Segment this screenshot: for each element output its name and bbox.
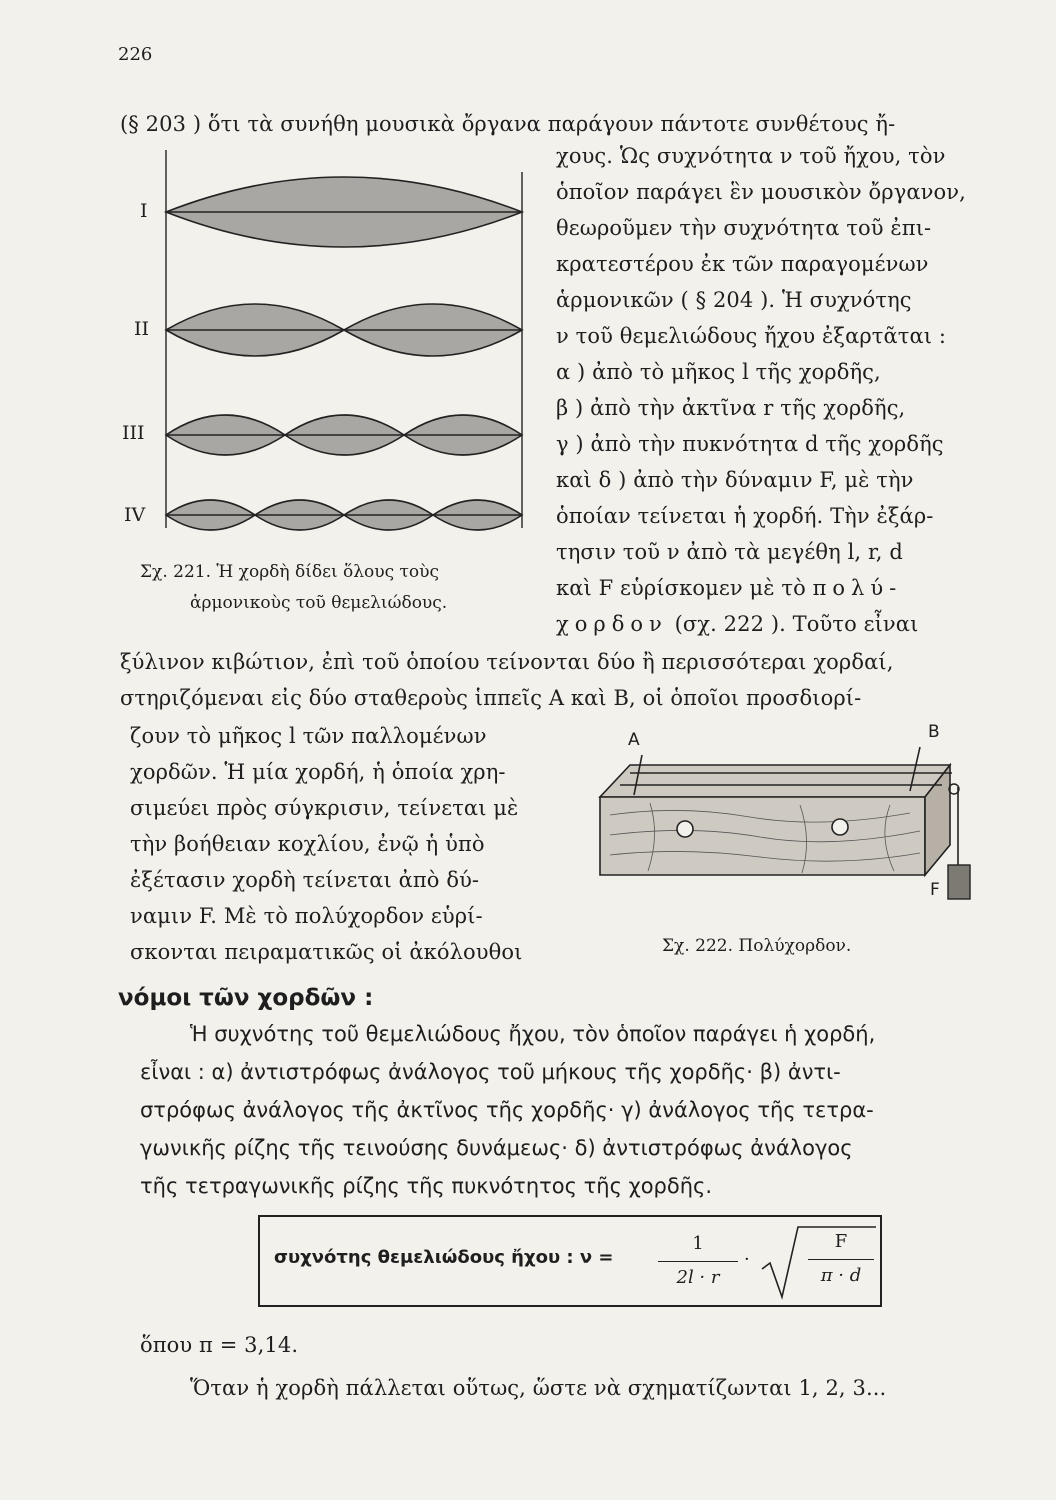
figure-221-caption-cont: ἁρμονικοὺς τοῦ θεμελιώδους. <box>190 593 448 613</box>
figure-221-caption: Σχ. 221. Ἡ χορδὴ δίδει ὅλους τοὺς <box>140 562 440 582</box>
figure-222-label-a: A <box>628 730 640 750</box>
text-line: ὁποῖον παράγει ἓν μουσικὸν ὄργανον, <box>556 180 966 204</box>
sound-hole <box>677 821 693 837</box>
text-line: γωνικῆς ρίζης τῆς τεινούσης δυνάμεως· δ) ἀντιστρόφως ἀνάλογος <box>140 1136 853 1160</box>
text-line: β ) ἀπὸ τὴν ἀκτῖνα r τῆς χορδῆς, <box>556 396 906 420</box>
text-line: στρόφως ἀνάλογος τῆς ἀκτῖνος τῆς χορδῆς· γ) ἀνάλογος τῆς τετρα- <box>140 1098 874 1122</box>
formula-label: συχνότης θεμελιώδους ἤχου : ν = <box>274 1247 614 1268</box>
spaced-term: πολύ- <box>812 576 903 600</box>
formula-dot: · <box>744 1249 750 1270</box>
text-line: γ ) ἀπὸ τὴν πυκνότητα d τῆς χορδῆς <box>556 432 944 456</box>
text-line: εἶναι : α) ἀντιστρόφως ἀνάλογος τοῦ μήκους τῆς χορδῆς· β) ἀντι- <box>140 1060 841 1084</box>
text-line: χορδῶν. Ἡ μία χορδή, ἡ ὁποία χρη- <box>130 760 506 784</box>
text-line: ν τοῦ θεμελιώδους ἤχου ἐξαρτᾶται : <box>556 324 947 348</box>
text-line: ξύλινον κιβώτιον, ἐπὶ τοῦ ὁποίου τείνονται δύο ἢ περισσότεραι χορδαί, <box>120 650 894 674</box>
text-line: σκονται πειραματικῶς οἱ ἀκόλουθοι <box>130 940 523 964</box>
weight <box>948 865 970 899</box>
text-line: χους. Ὡς συχνότητα ν τοῦ ἤχου, τὸν <box>556 144 946 168</box>
text-line: τῆς τετραγωνικῆς ρίζης τῆς πυκνότητος τῆς χορδῆς. <box>140 1174 713 1198</box>
text-line: ὅπου π = 3,14. <box>140 1333 299 1357</box>
harmonic-label-4: IV <box>124 504 146 526</box>
text-line: ἁρμονικῶν ( § 204 ). Ἡ συχνότης <box>556 288 912 312</box>
box-top <box>600 765 950 797</box>
text-line: τὴν βοήθειαν κοχλίου, ἐνῷ ἡ ὑπὸ <box>130 832 485 856</box>
formula-numerator-2: F <box>834 1231 848 1252</box>
text-line: στηριζόμεναι εἰς δύο σταθεροὺς ἱππεῖς A καὶ B, οἱ ὁποῖοι προσδιορί- <box>120 686 862 710</box>
text-line: θεωροῦμεν τὴν συχνότητα τοῦ ἐπι- <box>556 216 932 240</box>
formula-denominator-2: π · d <box>820 1265 862 1286</box>
text-line <box>556 612 918 636</box>
text-line: (§ 203 ) ὅτι τὰ συνήθη μουσικὰ ὄργανα παράγουν πάντοτε συνθέτους ἤ- <box>120 112 896 136</box>
formula-box <box>258 1215 882 1307</box>
text-line: σιμεύει πρὸς σύγκρισιν, τείνεται μὲ <box>130 796 519 820</box>
text-line: ναμιν F. Μὲ τὸ πολύχορδον εὑρί- <box>130 904 483 928</box>
spaced-term: χορδον <box>556 612 668 636</box>
box-front <box>600 797 925 875</box>
text-line: Ὅταν ἡ χορδὴ πάλλεται οὕτως, ὥστε νὰ σχηματίζωνται 1, 2, 3... <box>190 1376 887 1400</box>
text-line: τησιν τοῦ ν ἀπὸ τὰ μεγέθη l, r, d <box>556 540 903 564</box>
figure-221-harmonics <box>130 150 540 545</box>
formula-numerator-1: 1 <box>692 1233 704 1254</box>
text-fragment: καὶ F εὑρίσκομεν μὲ τὸ <box>556 576 806 600</box>
text-line: κρατεστέρου ἐκ τῶν παραγομένων <box>556 252 929 276</box>
harmonic-label-3: III <box>122 422 145 444</box>
harmonic-label-1: I <box>140 200 148 222</box>
fraction-bar <box>658 1261 738 1262</box>
sound-hole <box>832 819 848 835</box>
formula-denominator-1: 2l · r <box>676 1267 720 1288</box>
text-line: ζουν τὸ μῆκος l τῶν παλλομένων <box>130 724 487 748</box>
figure-222-label-b: B <box>928 722 940 742</box>
text-line: α ) ἀπὸ τὸ μῆκος l τῆς χορδῆς, <box>556 360 881 384</box>
page-number: 226 <box>118 44 153 65</box>
text-line: ὁποίαν τείνεται ἡ χορδή. Τὴν ἐξάρ- <box>556 504 934 528</box>
harmonic-label-2: II <box>134 318 150 340</box>
text-line: Ἡ συχνότης τοῦ θεμελιώδους ἤχου, τὸν ὁποῖον παράγει ἡ χορδή, <box>190 1022 876 1046</box>
text-line <box>556 576 902 600</box>
text-line: ἐξέτασιν χορδὴ τείνεται ἀπὸ δύ- <box>130 868 480 892</box>
text-line: καὶ δ ) ἀπὸ τὴν δύναμιν F, μὲ τὴν <box>556 468 914 492</box>
figure-222-caption: Σχ. 222. Πολύχορδον. <box>662 936 852 956</box>
fraction-bar <box>808 1259 874 1260</box>
section-heading: νόμοι τῶν χορδῶν : <box>118 985 374 1011</box>
figure-222-label-f: F <box>930 880 940 900</box>
text-fragment: (σχ. 222 ). Τοῦτο εἶναι <box>674 612 919 636</box>
